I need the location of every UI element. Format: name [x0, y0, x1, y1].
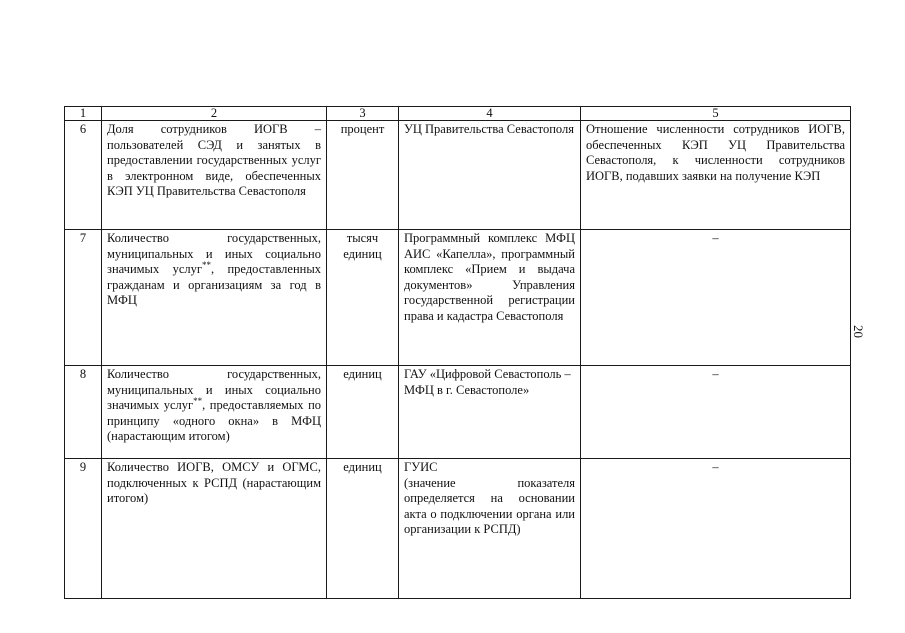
- footnote-mark: **: [202, 260, 211, 271]
- row-number: 9: [65, 459, 102, 599]
- unit-of-measure: процент: [327, 121, 399, 230]
- data-source: Программный комплекс МФЦ АИС «Капелла», программный комплекс «Прием и выдача документов» Управления государственной регистрации права и кадастра Севастополя: [399, 230, 581, 366]
- data-source: УЦ Правительства Севастополя: [399, 121, 581, 230]
- data-source-title: ГУИС: [404, 460, 438, 474]
- calculation-method: –: [581, 366, 851, 459]
- indicators-table: [64, 106, 851, 599]
- column-number-4: 4: [399, 107, 581, 121]
- calculation-method: Отношение численности сотрудников ИОГВ, обеспеченных КЭП УЦ Правительства Севастополя, к численности сотрудников ИОГВ, подавших заявки на получение КЭП: [581, 121, 851, 230]
- indicator-name: [102, 230, 327, 366]
- data-source-note: (значение показателя определяется на основании акта о подключении органа или организации к РСПД): [404, 475, 575, 537]
- calculation-method: –: [581, 459, 851, 599]
- row-number: 8: [65, 366, 102, 459]
- column-number-3: 3: [327, 107, 399, 121]
- indicator-text: Количество государственных, муниципальных и иных социально значимых услуг: [107, 231, 321, 277]
- column-number-1: 1: [65, 107, 102, 121]
- row-number: 6: [65, 121, 102, 230]
- table-row: [65, 366, 851, 459]
- indicator-text: Количество государственных, муниципальных и иных социально значимых услуг: [107, 367, 321, 413]
- data-source: [399, 459, 581, 599]
- unit-of-measure: единиц: [327, 459, 399, 599]
- table-row: [65, 121, 851, 230]
- indicator-name: Количество ИОГВ, ОМСУ и ОГМС, подключенных к РСПД (нарастающим итогом): [102, 459, 327, 599]
- page-number: 20: [851, 325, 866, 338]
- indicator-text-tail: , предоставляемых по принципу «одного окна» в МФЦ (нарастающим итогом): [107, 398, 322, 444]
- column-number-2: 2: [102, 107, 327, 121]
- indicator-text-tail: , предоставленных гражданам и организациям за год в МФЦ: [107, 262, 321, 308]
- unit-of-measure: тысяч единиц: [327, 230, 399, 366]
- table-row: [65, 459, 851, 599]
- indicator-name: Доля сотрудников ИОГВ – пользователей СЭД и занятых в предоставлении государственных услуг в электронном виде, обеспеченных КЭП УЦ Правительства Севастополя: [102, 121, 327, 230]
- column-number-row: [65, 107, 851, 121]
- indicator-name: [102, 366, 327, 459]
- table-row: [65, 230, 851, 366]
- row-number: 7: [65, 230, 102, 366]
- footnote-mark: **: [193, 396, 203, 407]
- unit-of-measure: единиц: [327, 366, 399, 459]
- data-source: ГАУ «Цифровой Севастополь – МФЦ в г. Севастополе»: [399, 366, 581, 459]
- calculation-method: –: [581, 230, 851, 366]
- column-number-5: 5: [581, 107, 851, 121]
